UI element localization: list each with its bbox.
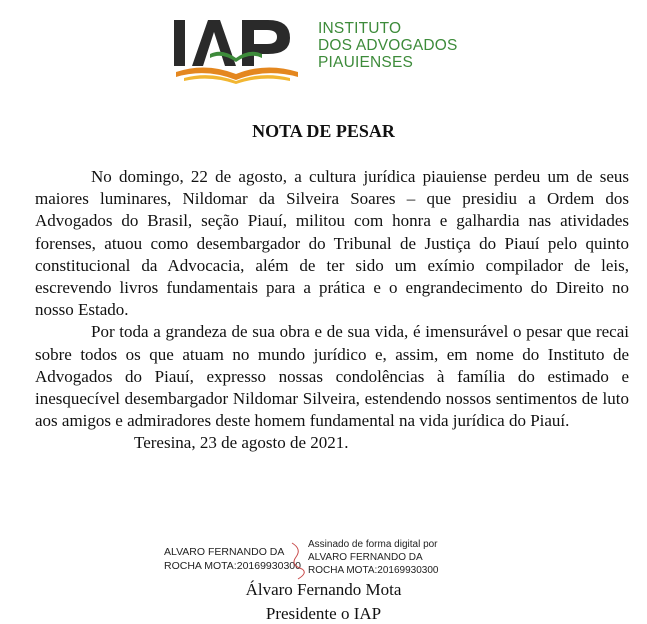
digital-signature-block <box>160 537 480 583</box>
signature-left-line-2: ROCHA MOTA:20169930300 <box>164 560 301 572</box>
iap-logo <box>170 14 470 86</box>
signature-left-line-1: ALVARO FERNANDO DA <box>164 546 285 558</box>
document-title: NOTA DE PESAR <box>252 121 395 141</box>
document-date: Teresina, 23 de agosto de 2021. <box>134 433 349 453</box>
signature-right-line-2: ALVARO FERNANDO DA <box>308 552 423 563</box>
signature-right-line-1: Assinado de forma digital por <box>308 539 438 550</box>
signature-details <box>308 538 438 577</box>
logo-line-3: PIAUIENSES <box>318 54 414 71</box>
logo-line-2: DOS ADVOGADOS <box>318 37 458 54</box>
paragraph-2: Por toda a grandeza de sua obra e de sua vida, é imensurável o pesar que recai sobre todos os que atuam no mundo jurídico e, assim, em nome do Instituto de Advogados do Piauí, expresso nossas condolências à família do estimado e inesquecível desembargador Nildomar Silveira, estendendo nossos sentimentos de luto aos amigos e admiradores deste homem fundamental na vida jurídica do Piauí. <box>35 322 629 431</box>
signature-right-line-3: ROCHA MOTA:20169930300 <box>308 565 439 576</box>
signature-stroke-icon <box>288 539 310 581</box>
signer-name: Álvaro Fernando Mota <box>245 580 402 599</box>
signer-role: Presidente o IAP <box>265 604 382 623</box>
logo-wordmark <box>318 20 458 71</box>
paragraph-1: No domingo, 22 de agosto, a cultura jurídica piauiense perdeu um de seus maiores luminares, Nildomar da Silveira Soares – que presidiu a Ordem dos Advogados do Brasil, seção Piauí, militou com honra e galhardia nas atividades forenses, atuou como desembargador do Tribunal de Justiça do Piauí pelo quinto constitucional da Advocacia, além de ter sido um exímio compilador de leis, escrevendo livros fundamentais para a prática e o engrandecimento do Direito no nosso Estado. <box>35 167 629 320</box>
signature-name-left <box>164 545 301 573</box>
logo-line-1: INSTITUTO <box>318 20 402 37</box>
iap-emblem <box>170 14 315 86</box>
document-body <box>35 166 629 455</box>
